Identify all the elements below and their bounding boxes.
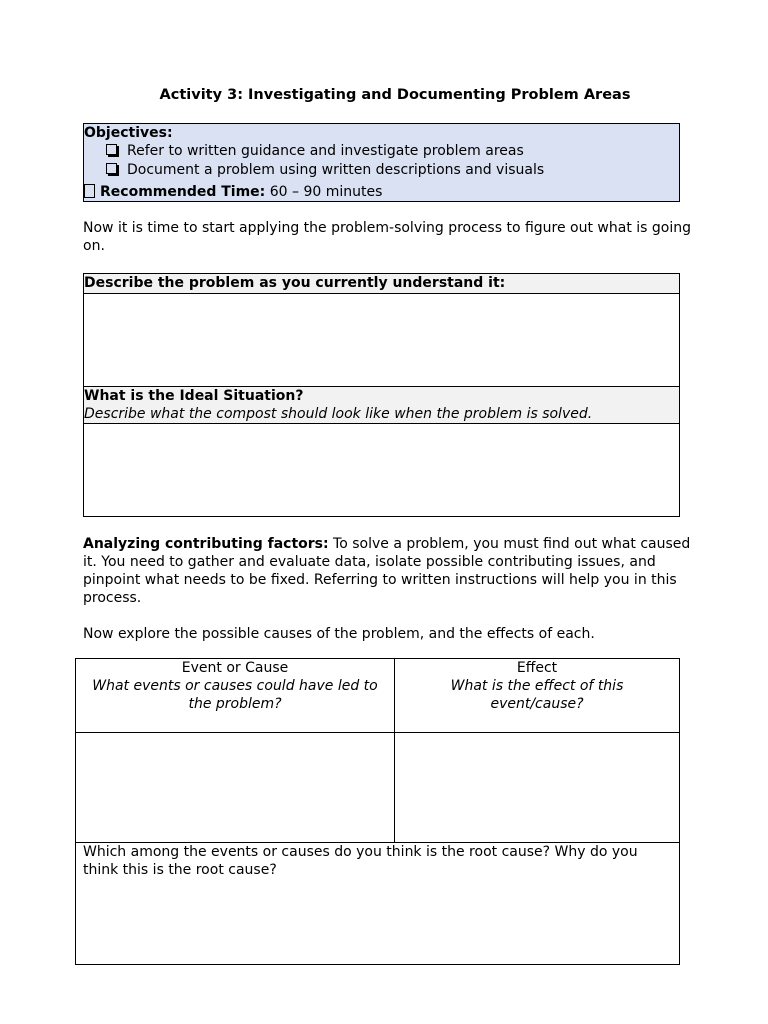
checkbox-icon xyxy=(106,163,117,174)
analyzing-text: To solve a problem, you must find out what caused it. You need to gather and evaluate data, isolate possible contributing issues, and pinpoint what needs to be fixed. Referring to written instructions will help you in this process. xyxy=(83,536,691,606)
effect-title: Effect xyxy=(516,660,558,676)
effect-subtitle: What is the effect of this event/cause? xyxy=(450,678,624,712)
ideal-situation-subtitle: Describe what the compost should look like when the problem is solved. xyxy=(84,406,593,422)
clock-icon xyxy=(84,184,95,198)
intro-paragraph: Now it is time to start applying the problem-solving process to figure out what is going on. xyxy=(83,220,692,254)
effect-field[interactable] xyxy=(395,733,679,842)
event-cause-subtitle: What events or causes could have led to the problem? xyxy=(92,678,378,712)
root-cause-field[interactable] xyxy=(77,881,679,964)
recommended-time xyxy=(84,183,382,201)
ideal-situation-heading xyxy=(83,386,680,424)
page-title: Activity 3: Investigating and Documenting Problem Areas xyxy=(159,87,631,103)
explore-paragraph: Now explore the possible causes of the problem, and the effects of each. xyxy=(83,626,595,642)
root-cause-question: Which among the events or causes do you think is the root cause? Why do you think this is the root cause? xyxy=(83,844,638,878)
analyzing-lead: Analyzing contributing factors: xyxy=(83,536,329,552)
event-cause-title: Event or Cause xyxy=(181,660,289,676)
recommended-time-value: 60 – 90 minutes xyxy=(265,184,383,200)
event-cause-header xyxy=(84,659,386,713)
event-cause-field[interactable] xyxy=(77,733,393,842)
recommended-time-label: Recommended Time: xyxy=(100,184,266,200)
describe-problem-field[interactable] xyxy=(83,293,680,387)
objective-item: Document a problem using written descriptions and visuals xyxy=(106,161,544,179)
analyzing-paragraph xyxy=(83,535,698,607)
checkbox-icon xyxy=(106,144,117,155)
objectives-box xyxy=(83,123,680,202)
ideal-situation-field[interactable] xyxy=(83,423,680,517)
describe-problem-heading: Describe the problem as you currently understand it: xyxy=(83,273,680,294)
objectives-heading: Objectives: xyxy=(84,125,173,141)
effect-header xyxy=(406,659,668,713)
cause-effect-table xyxy=(75,658,680,965)
ideal-situation-title: What is the Ideal Situation? xyxy=(84,388,304,404)
objective-item: Refer to written guidance and investigate problem areas xyxy=(106,142,524,160)
